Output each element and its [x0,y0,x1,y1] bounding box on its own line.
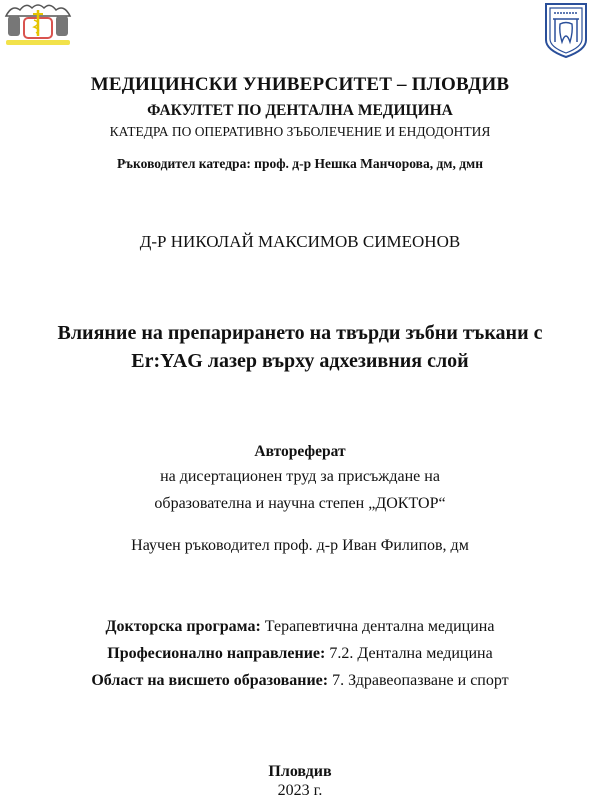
faculty-dental-medicine-crest-icon [544,2,588,58]
year: 2023 г. [277,782,323,799]
doctoral-program-label: Докторска програма: [105,618,261,635]
professional-direction-value: 7.2. Дентална медицина [329,645,493,662]
higher-education-area-label: Област на висшето образование: [91,672,329,689]
city: Пловдив [268,763,332,780]
medical-university-emblem-icon [2,2,74,46]
abstract-description-line-2: образователна и научна степен „ДОКТОР“ [154,495,446,512]
department-head: Ръководител катедра: проф. д-р Нешка Манчорова, дм, дмн [116,156,484,171]
faculty-name: ФАКУЛТЕТ ПО ДЕНТАЛНА МЕДИЦИНА [147,102,453,119]
abstract-label: Автореферат [254,443,346,460]
abstract-description-line-1: на дисертационен труд за присъждане на [160,468,440,485]
university-name: МЕДИЦИНСКИ УНИВЕРСИТЕТ – ПЛОВДИВ [90,74,510,95]
professional-direction [0,645,600,663]
higher-education-area [0,672,600,690]
thesis-title-line-2: Er:YAG лазер върху адхезивния слой [131,350,469,372]
department-name: КАТЕДРА ПО ОПЕРАТИВНО ЗЪБОЛЕЧЕНИЕ И ЕНДОДОНТИЯ [109,124,491,139]
doctoral-program [0,618,600,636]
scientific-supervisor: Научен ръководител проф. д-р Иван Филипов, дм [131,537,469,554]
higher-education-area-value: 7. Здравеопазване и спорт [332,672,509,689]
thesis-title-line-1: Влияние на препарирането на твърди зъбни тъкани с [57,322,543,344]
professional-direction-label: Професионално направление: [107,645,326,662]
doctoral-program-value: Терапевтична дентална медицина [264,618,495,635]
author-name: Д-Р НИКОЛАЙ МАКСИМОВ СИМЕОНОВ [139,232,461,251]
